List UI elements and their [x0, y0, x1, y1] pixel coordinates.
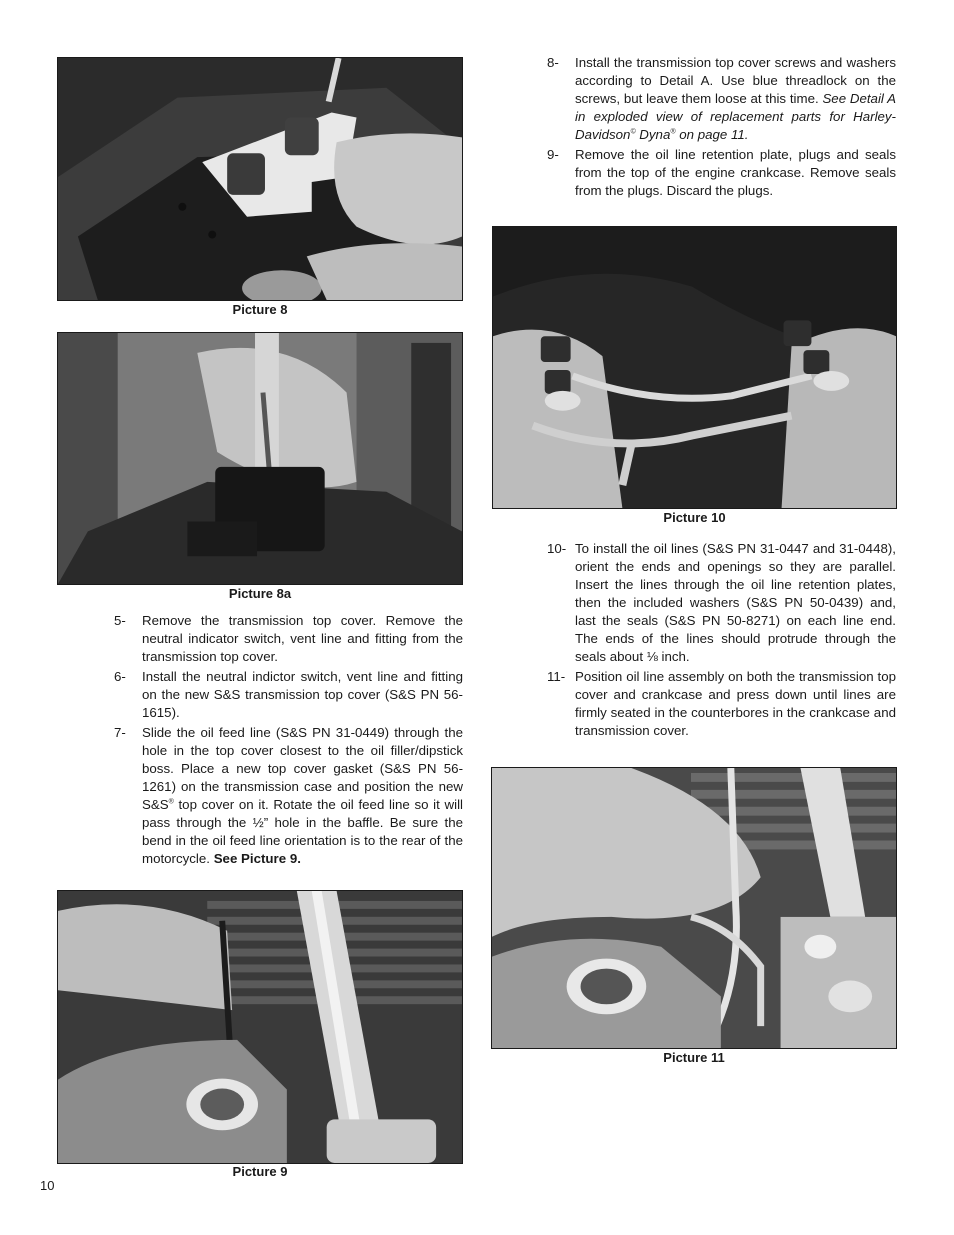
step-11 — [547, 668, 896, 740]
picture-9-caption: Picture 9 — [232, 1164, 288, 1179]
step-number: 11- — [547, 669, 566, 684]
right-steps-top — [547, 54, 896, 202]
step-text-italic: Dyna — [635, 127, 671, 142]
step-text-part: Install the transmission top cover screws and washers according to Detail A. Use blue threadlock on the screws, but leave them loose at this time. — [575, 55, 896, 106]
picture-10-caption: Picture 10 — [663, 510, 726, 525]
step-number: 8- — [547, 55, 559, 70]
step-text-part: To install the oil lines (S&S PN 31-0447 and 31-0448), orient the ends and openings so they are parallel. Insert the lines through the oil line retention plates, then the included washers (S&S PN 50-0439) and, last the seals (S&S PN 50-8271) on each line end. The ends of the lines should protrude through the seals about — [575, 541, 896, 664]
registered-mark: ® — [168, 798, 174, 806]
step-number: 7- — [114, 725, 126, 740]
picture-10-photo — [492, 226, 897, 509]
picture-8-photo — [57, 57, 463, 301]
picture-8-caption: Picture 8 — [232, 302, 288, 317]
fraction: ½ — [252, 815, 264, 830]
step-text-part: inch. — [657, 649, 690, 664]
picture-9-photo — [57, 890, 463, 1164]
step-text-part: Slide the oil feed line (S&S PN 31-0449) through the hole in the top cover closest to the oil filler/dipstick boss. Place a new top cover gasket (S&S PN 56-1261) on the transmission case and position the new S&S — [142, 725, 463, 812]
step-text: Install the neutral indictor switch, vent line and fitting on the new S&S transmission top cover (S&S PN 56-1615). — [142, 669, 463, 720]
step-6 — [114, 668, 463, 722]
picture-11-caption: Picture 11 — [663, 1050, 725, 1065]
step-text: Remove the oil line retention plate, plugs and seals from the top of the engine crankcase. Remove seals from the plugs. Discard the plugs. — [575, 147, 896, 198]
right-steps-bottom — [547, 540, 896, 742]
left-steps — [114, 612, 463, 870]
step-text: Position oil line assembly on both the transmission top cover and crankcase and press down until lines are firmly seated in the counterbores in the crankcase and transmission cover. — [575, 669, 896, 738]
picture-8a-photo — [57, 332, 463, 585]
step-text — [142, 724, 463, 868]
page-number: 10 — [40, 1178, 55, 1193]
step-text — [575, 540, 896, 666]
step-10 — [547, 540, 896, 666]
step-text — [575, 54, 896, 144]
picture-11-photo — [491, 767, 897, 1049]
step-number: 10- — [547, 541, 567, 556]
fraction: ⅛ — [646, 649, 658, 664]
step-8 — [547, 54, 896, 144]
step-9 — [547, 146, 896, 200]
step-number: 9- — [547, 147, 559, 162]
step-text: Remove the transmission top cover. Remove the neutral indicator switch, vent line and fitting from the transmission top cover. — [142, 613, 463, 664]
step-number: 6- — [114, 669, 126, 684]
copyright-mark: © — [630, 128, 636, 136]
step-text-italic: See Detail A in exploded view of replacement parts for Harley-Davidson — [575, 91, 897, 142]
step-5 — [114, 612, 463, 666]
step-number: 5- — [114, 613, 126, 628]
picture-8a-caption: Picture 8a — [228, 586, 292, 601]
registered-mark: ® — [670, 128, 676, 136]
step-text-part: top cover on it. Rotate the oil feed line so it will pass through the — [142, 797, 463, 830]
step-text-part: ” hole in the baffle. Be sure the bend in the oil feed line orientation is to the rear of the motorcycle. — [142, 815, 463, 866]
step-text-italic: on page 11. — [675, 127, 749, 142]
step-7 — [114, 724, 463, 868]
picture-reference: See Picture 9. — [213, 851, 301, 866]
